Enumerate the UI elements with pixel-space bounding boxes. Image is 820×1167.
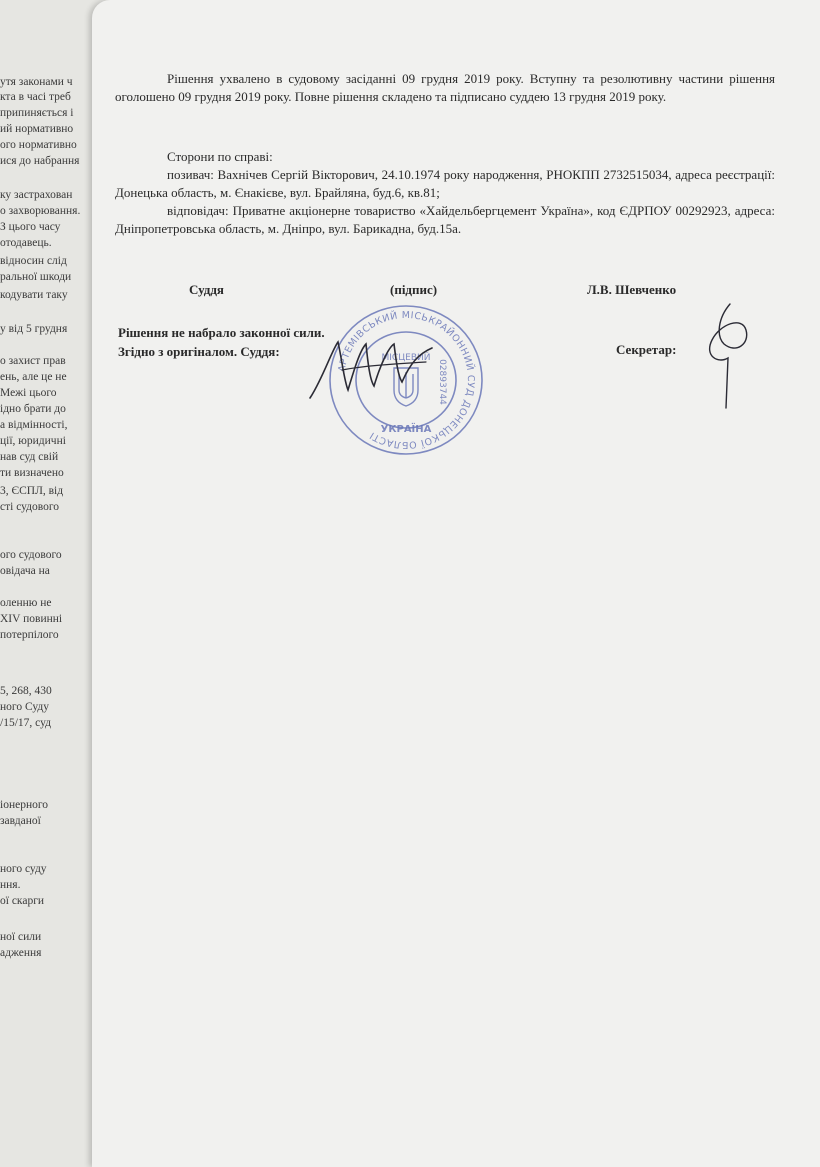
- underlying-text-fragment: овідача на: [0, 565, 50, 577]
- underlying-text-fragment: кта в часі треб: [0, 91, 71, 103]
- underlying-text-fragment: а відмінності,: [0, 419, 68, 431]
- underlying-text-fragment: ції, юридичні: [0, 435, 66, 447]
- judge-handwritten-signature: [302, 320, 442, 410]
- decision-paragraph: Рішення ухвалено в судовому засіданні 09 грудня 2019 року. Вступну та резолютивну частини рішення оголошено 09 грудня 2019 року. Повне рішення складено та підписано суддею 13 грудня 2019 року.: [115, 71, 775, 104]
- underlying-text-fragment: /15/17, суд: [0, 717, 51, 729]
- svg-text:МІСЦЕВИЙ: МІСЦЕВИЙ: [381, 353, 431, 363]
- underlying-text-fragment: ого судового: [0, 549, 62, 561]
- underlying-text-fragment: ої скарги: [0, 895, 45, 907]
- underlying-text-fragment: ного Суду: [0, 701, 49, 713]
- underlying-text-fragment: іонерного: [0, 799, 49, 811]
- underlying-text-fragment: ідно брати до: [0, 403, 66, 415]
- underlying-text-fragment: адження: [0, 947, 42, 959]
- underlying-text-fragment: ної сили: [0, 931, 42, 943]
- judge-name: Л.В. Шевченко: [587, 282, 677, 297]
- underlying-text-fragment: XIV повинні: [0, 613, 63, 625]
- parties-heading: Сторони по справі:: [167, 149, 273, 164]
- underlying-text-fragment: ого нормативно: [0, 139, 77, 151]
- underlying-text-fragment: ку застрахован: [0, 189, 73, 201]
- svg-text:АРТЕМІВСЬКИЙ МІСЬКРАЙОННИЙ СУД: АРТЕМІВСЬКИЙ МІСЬКРАЙОННИЙ СУД ДОНЕЦЬКОЇ ОБЛАСТІ: [336, 309, 477, 451]
- svg-text:02893744: 02893744: [437, 359, 447, 405]
- underlying-text-fragment: ий нормативно: [0, 123, 74, 135]
- underlying-text-fragment: кодувати таку: [0, 289, 68, 301]
- document-content: [115, 70, 775, 238]
- underlying-text-fragment: ральної шкоди: [0, 271, 72, 283]
- parties-section: [115, 148, 775, 238]
- certification-block: [118, 323, 325, 361]
- judge-label: Суддя: [189, 282, 224, 297]
- secretary-label: Секретар:: [616, 342, 677, 357]
- underlying-text-fragment: 5, 268, 430: [0, 685, 52, 697]
- underlying-text-fragment: Межі цього: [0, 387, 57, 399]
- underlying-text-fragment: припиняється і: [0, 107, 74, 119]
- plaintiff-info: позивач: Вахнічев Сергій Вікторович, 24.10.1974 року народження, РНОКПП 2732515034, адреса реєстрації: Донецька область, м. Єнакієве, вул. Брайляна, буд.6, кв.81;: [115, 167, 775, 200]
- underlying-text-fragment: отодавець.: [0, 237, 52, 249]
- underlying-text-fragment: сті судового: [0, 501, 60, 513]
- underlying-text-fragment: о захист прав: [0, 355, 66, 367]
- certified-copy-note: Згідно з оригіналом. Суддя:: [118, 344, 280, 359]
- underlying-text-fragment: З цього часу: [0, 221, 61, 233]
- document-page: [92, 0, 820, 1167]
- underlying-text-fragment: о захворювання.: [0, 205, 81, 217]
- underlying-text-fragment: ння.: [0, 879, 21, 891]
- underlying-text-fragment: ного суду: [0, 863, 47, 875]
- svg-text:УКРАЇНА: УКРАЇНА: [380, 424, 432, 435]
- defendant-info: відповідач: Приватне акціонерне товариство «Хайдельбергцемент Україна», код ЄДРПОУ 00292923, адреса: Дніпропетровська область, м. Дніпро, вул. Барикадна, буд.15а.: [115, 203, 775, 236]
- underlying-text-fragment: ень, але це не: [0, 371, 67, 383]
- underlying-text-fragment: оленню не: [0, 597, 52, 609]
- underlying-text-fragment: потерпілого: [0, 629, 59, 641]
- secretary-handwritten-signature: [690, 300, 760, 412]
- underlying-text-fragment: ися до набрання: [0, 155, 80, 167]
- underlying-text-fragment: утя законами ч: [0, 76, 73, 88]
- underlying-text-fragment: завданої: [0, 815, 41, 827]
- not-in-force-note: Рішення не набрало законної сили.: [118, 325, 325, 340]
- underlying-text-fragment: відносин слід: [0, 255, 67, 267]
- underlying-text-fragment: 3, ЄСПЛ, від: [0, 485, 64, 497]
- signed-label: (підпис): [390, 282, 438, 297]
- underlying-text-fragment: нав суд свій: [0, 451, 59, 463]
- underlying-text-fragment: ти визначено: [0, 467, 64, 479]
- underlying-text-fragment: у від 5 грудня: [0, 323, 68, 335]
